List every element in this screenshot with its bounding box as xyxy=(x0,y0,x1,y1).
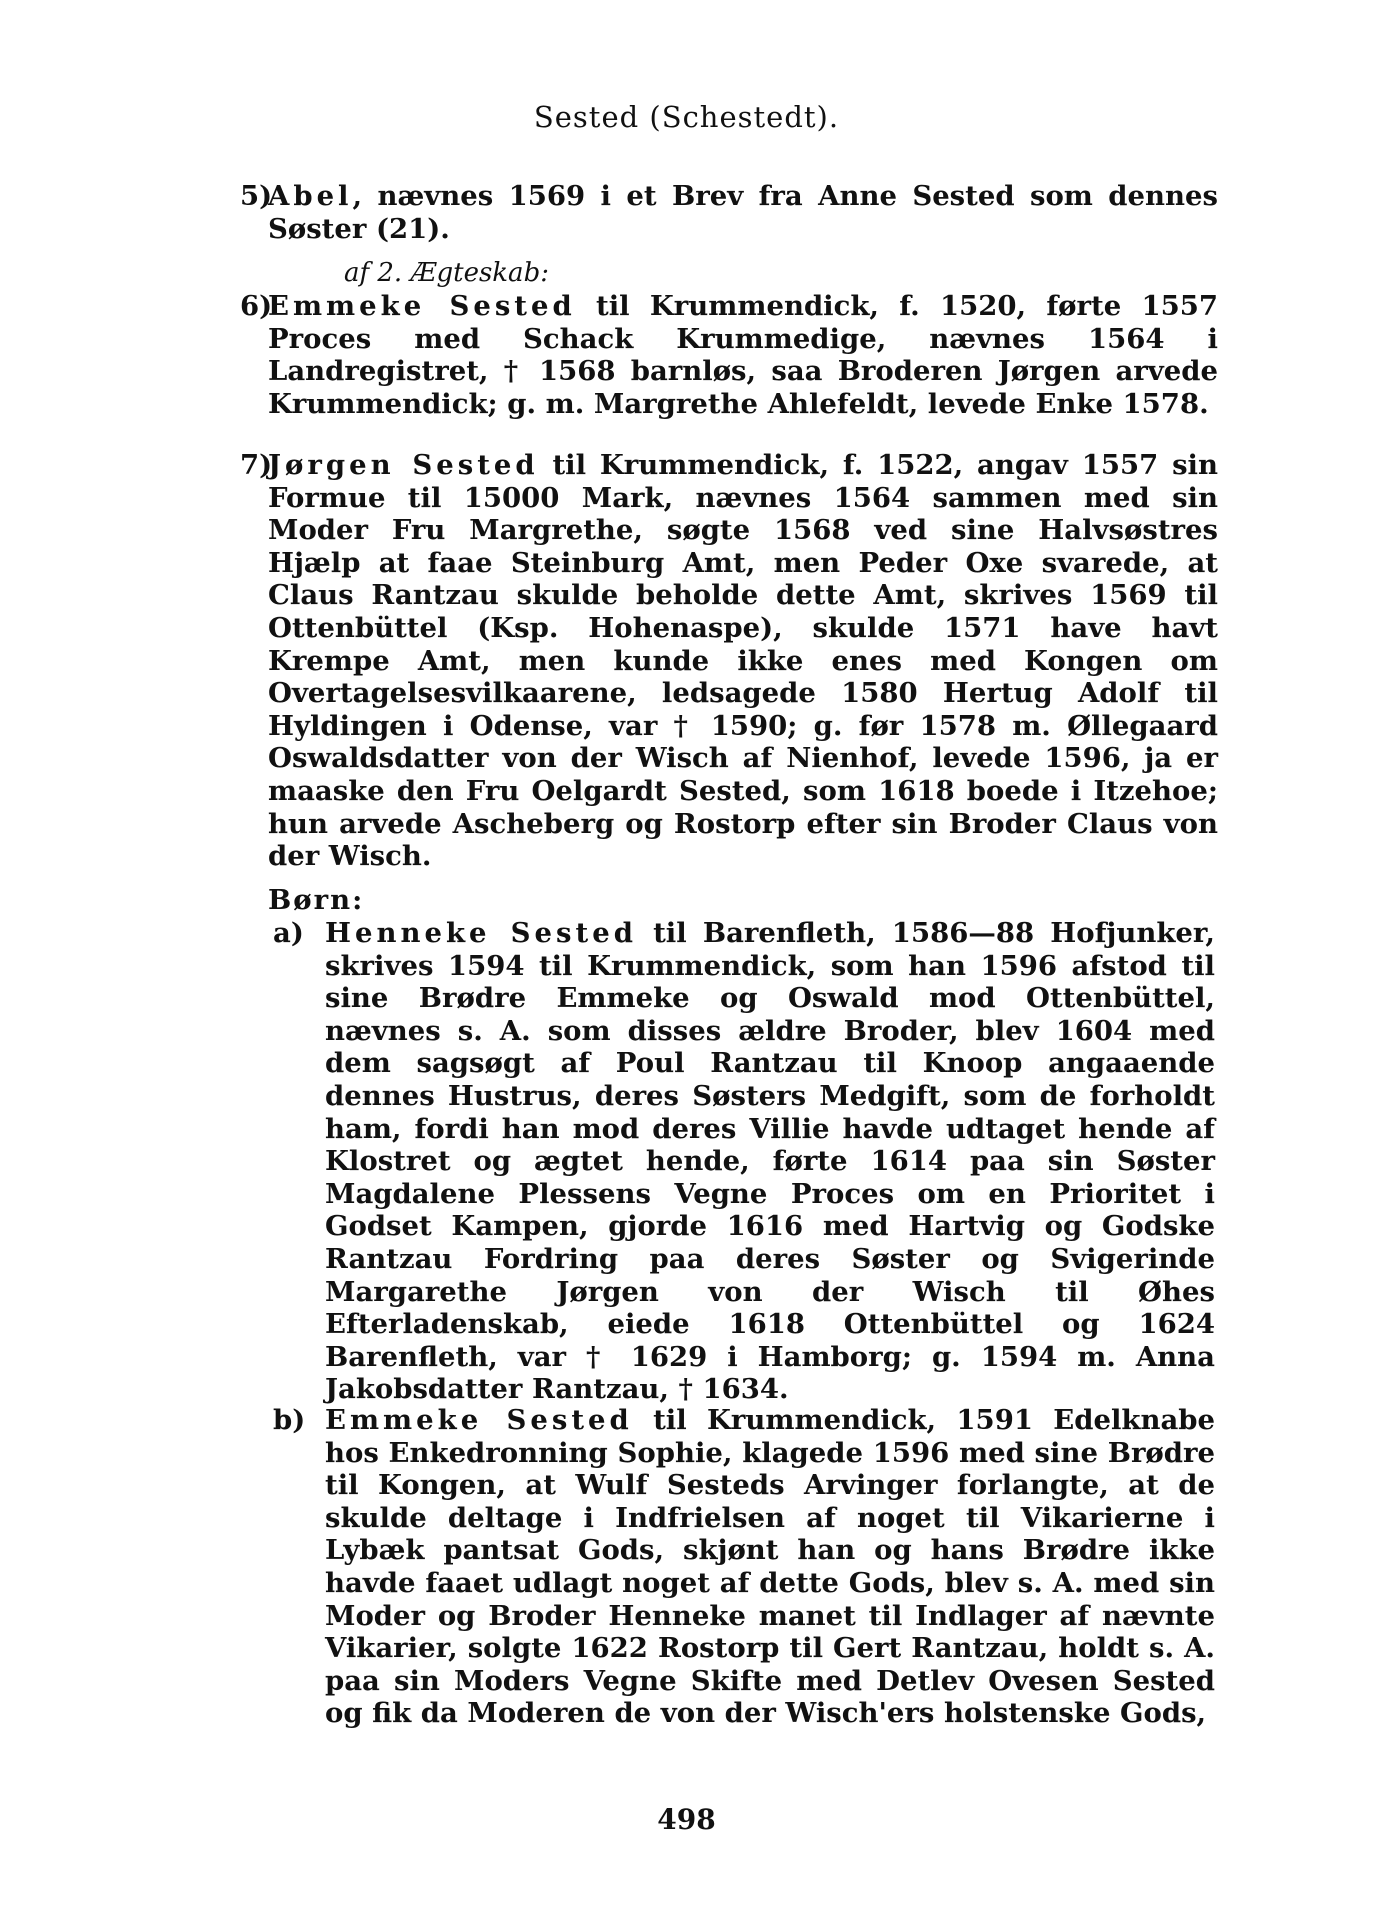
child-label: a) xyxy=(273,917,304,949)
entry-text: til Krummendick, f. 1522, angav 1557 sin Formue til 15000 Mark, nævnes 1564 sammen med sin Moder Fru Margrethe, søgte 1568 ved sine Halvsøstres Hjælp at faae Steinburg Amt, men Peder Oxe svarede, at Claus Rantzau skulde beholde dette Amt, skrives 1569 til Ottenbüttel (Ksp. Hohenaspe), skulde 1571 have havt Krempe Amt, men kunde ikke enes med Kongen om Overtagelsesvilkaarene, ledsagede 1580 Hertug Adolf til Hyldingen i Odense, var † 1590; g. før 1578 m. Øllegaard Oswaldsdatter von der Wisch af Nienhof, levede 1596, ja er maaske den Fru Oelgardt Sested, som 1618 boede i Itzehoe; hun arvede Ascheberg og Rostorp efter sin Broder Claus von der Wisch. xyxy=(268,449,1218,873)
child-name: Henneke Sested xyxy=(325,917,637,949)
entry-name: Emmeke Sested xyxy=(268,290,576,322)
child-name: Emmeke Sested xyxy=(325,1404,633,1436)
child-text: til Krummendick, 1591 Edelknabe hos Enkedronning Sophie, klagede 1596 med sine Brødre til Kongen, at Wulf Sesteds Arvinger forlangte, at de skulde deltage i Indfrielsen af noget til Vikarierne i Lybæk pantsat Gods, skjønt han og hans Brødre ikke havde faaet udlagt noget af dette Gods, blev s. A. med sin Moder og Broder Henneke manet til Indlager af nævnte Vikarier, solgte 1622 Rostorp til Gert Rantzau, holdt s. A. paa sin Moders Vegne Skifte med Detlev Ovesen Sested og fik da Moderen de von der Wisch'ers holstenske Gods, xyxy=(325,1404,1215,1730)
marriage-label: af 2. Ægteskab: xyxy=(344,258,549,288)
child-b xyxy=(273,1404,1215,1730)
page-number: 498 xyxy=(657,1803,716,1836)
child-text: til Barenfleth, 1586—88 Hofjunker, skrives 1594 til Krummendick, som han 1596 afstod til sine Brødre Emmeke og Oswald mod Ottenbüttel, nævnes s. A. som disses ældre Broder, blev 1604 med dem sagsøgt af Poul Rantzau til Knoop angaaende dennes Hustrus, deres Søsters Medgift, som de forholdt ham, fordi han mod deres Villie havde udtaget hende af Klostret og ægtet hende, førte 1614 paa sin Søster Magdalene Plessens Vegne Proces om en Prioritet i Godset Kampen, gjorde 1616 med Hartvig og Godske Rantzau Fordring paa deres Søster og Svigerinde Margarethe Jørgen von der Wisch til Øhes Efterladenskab, eiede 1618 Ottenbüttel og 1624 Barenfleth, var † 1629 i Hamborg; g. 1594 m. Anna Jakobsdatter Rantzau, † 1634. xyxy=(325,917,1215,1406)
entry-6 xyxy=(240,290,1219,420)
entry-number: 7) xyxy=(240,449,273,481)
entry-name: Abel xyxy=(268,180,353,212)
entry-7 xyxy=(240,449,1218,873)
entry-text: , nævnes 1569 i et Brev fra Anne Sested som dennes Søster (21). xyxy=(268,180,1218,245)
child-label: b) xyxy=(273,1404,306,1436)
entry-number: 6) xyxy=(240,290,273,322)
children-label: Børn: xyxy=(268,884,365,916)
entry-5 xyxy=(240,180,1218,245)
entry-number: 5) xyxy=(240,180,273,212)
entry-name: Jørgen Sested xyxy=(268,449,539,481)
page-header: Sested (Schestedt). xyxy=(533,100,840,134)
entry-text: til Krummendick, f. 1520, førte 1557 Proces med Schack Krummedige, nævnes 1564 i Landregistret, † 1568 barnløs, saa Broderen Jørgen arvede Krummendick; g. m. Margrethe Ahlefeldt, levede Enke 1578. xyxy=(268,290,1219,420)
child-a xyxy=(273,917,1215,1406)
